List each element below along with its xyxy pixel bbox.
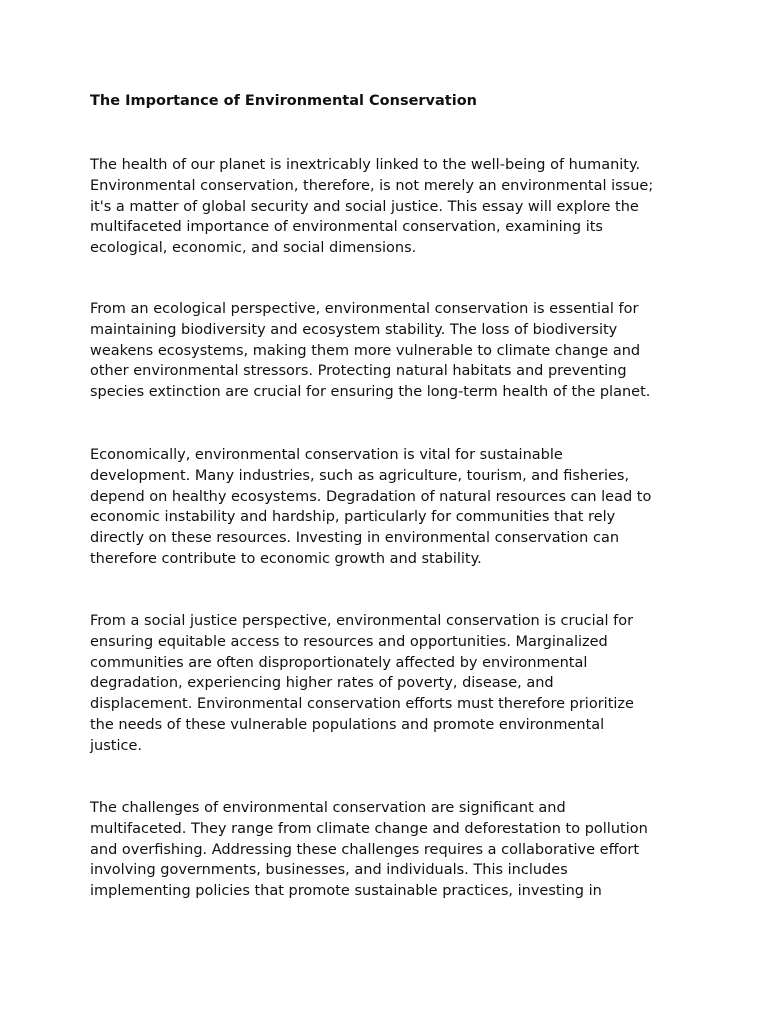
paragraph-introduction: The health of our planet is inextricably linked to the well-being of humanity. Environmental conservation, therefore, is not merely an environmental issue; it's a matter of global security and social justice. This essay will explore the multifaceted importance of environmental conservation, examining its ecological, economic, and social dimensions. xyxy=(90,157,654,257)
paragraph-challenges: The challenges of environmental conservation are significant and multifaceted. They range from climate change and deforestation to pollution and overfishing. Addressing these challenges requires a collaborative effort involving governments, businesses, and individuals. This includes implementing policies that promote sustainable practices, investing in xyxy=(90,800,648,900)
paragraph-social-justice: From a social justice perspective, environmental conservation is crucial for ensuring equitable access to resources and opportunities. Marginalized communities are often disproportionately affected by environmental degradation, experiencing higher rates of poverty, disease, and displacement. Environmental conservation efforts must therefore prioritize the needs of these vulnerable populations and promote environmental justice. xyxy=(90,613,634,754)
paragraph-economic: Economically, environmental conservation is vital for sustainable development. Many industries, such as agriculture, tourism, and fisheries, depend on healthy ecosystems. Degradation of natural resources can lead to economic instability and hardship, particularly for communities that rely directly on these resources. Investing in environmental conservation can therefore contribute to economic growth and stability. xyxy=(90,447,652,567)
document-title: The Importance of Environmental Conservation xyxy=(90,93,477,109)
paragraph-ecological: From an ecological perspective, environmental conservation is essential for maintaining biodiversity and ecosystem stability. The loss of biodiversity weakens ecosystems, making them more vulnerable to climate change and other environmental stressors. Protecting natural habitats and preventing species extinction are crucial for ensuring the long-term health of the planet. xyxy=(90,301,651,401)
document-page xyxy=(90,90,690,900)
